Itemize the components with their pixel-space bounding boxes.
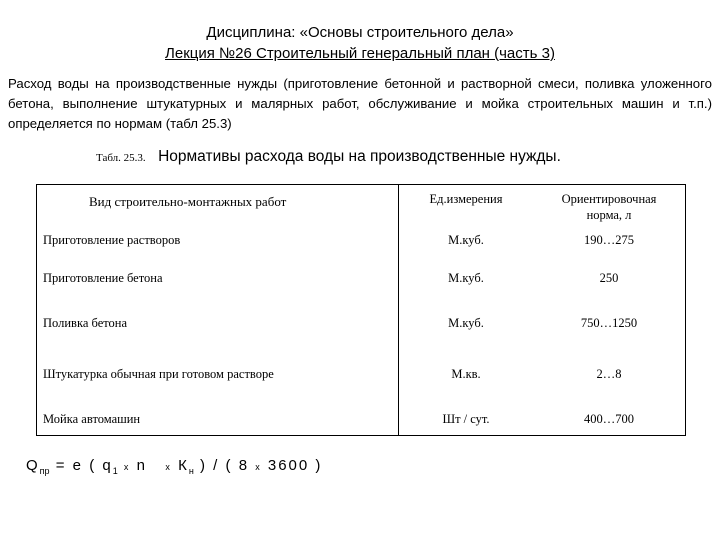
row-norm: 2…8 [596,367,622,381]
row-unit: М.куб. [448,233,484,247]
header-norm-line1: Ориентировочная [561,192,657,206]
header-unit: Ед.измерения [429,192,503,206]
formula-times: х [255,462,262,472]
formula-q1-sub: 1 [112,466,118,476]
formula-n: n [136,457,147,474]
formula-q1: q [102,457,113,474]
formula-k: К [178,457,189,474]
formula-q: Q [26,457,40,474]
row-work: Поливка бетона [43,316,128,330]
row-unit: М.куб. [448,316,484,330]
slide-header [0,22,720,64]
header-norm-line2: норма, л [586,208,632,222]
table-caption [96,148,561,166]
formula-close-paren: ) [200,457,207,474]
formula-equals: = [55,457,67,474]
row-norm: 250 [599,271,619,285]
formula-e: е [72,457,84,474]
header-work-type: Вид строительно-монтажных работ [89,194,287,209]
formula-times: х [165,462,172,472]
formula-eight: 8 [238,457,250,474]
water-consumption-formula [26,457,322,476]
formula-k-sub: н [188,466,194,476]
formula-open-paren: ( [89,457,97,474]
formula-open-paren-2: ( [225,457,233,474]
formula-close-paren-2: ) [315,457,323,474]
water-norms-table [36,184,686,436]
formula-q-sub: пр [39,466,50,476]
row-unit: М.куб. [448,271,484,285]
row-unit: М.кв. [451,367,481,381]
row-norm: 400…700 [584,412,634,426]
table-number: Табл. 25.3. [96,152,146,164]
row-work: Приготовление растворов [43,233,181,247]
formula-seconds: 3600 [267,457,310,474]
column-divider [398,185,399,435]
table-title: Нормативы расхода воды на производственные нужды. [158,148,561,165]
discipline-title: Дисциплина: «Основы строительного дела» [206,24,514,41]
formula-times: х [123,462,131,472]
row-norm: 750…1250 [580,316,638,330]
row-work: Мойка автомашин [43,412,141,426]
intro-paragraph: Расход воды на производственные нужды (приготовление бетонной и растворной смеси, поливка уложенного бетона, выполнение штукатурных и малярных работ, обслуживание и мойка строительных машин и т.п.) определяется по нормам (табл 25.3) [8,76,712,131]
row-work: Приготовление бетона [43,271,163,285]
row-norm: 190…275 [584,233,634,247]
lecture-title: Лекция №26 Строительный генеральный план (часть 3) [165,45,555,62]
row-work: Штукатурка обычная при готовом растворе [43,367,274,381]
formula-slash: / [213,457,220,474]
row-unit: Шт / сут. [442,412,490,426]
